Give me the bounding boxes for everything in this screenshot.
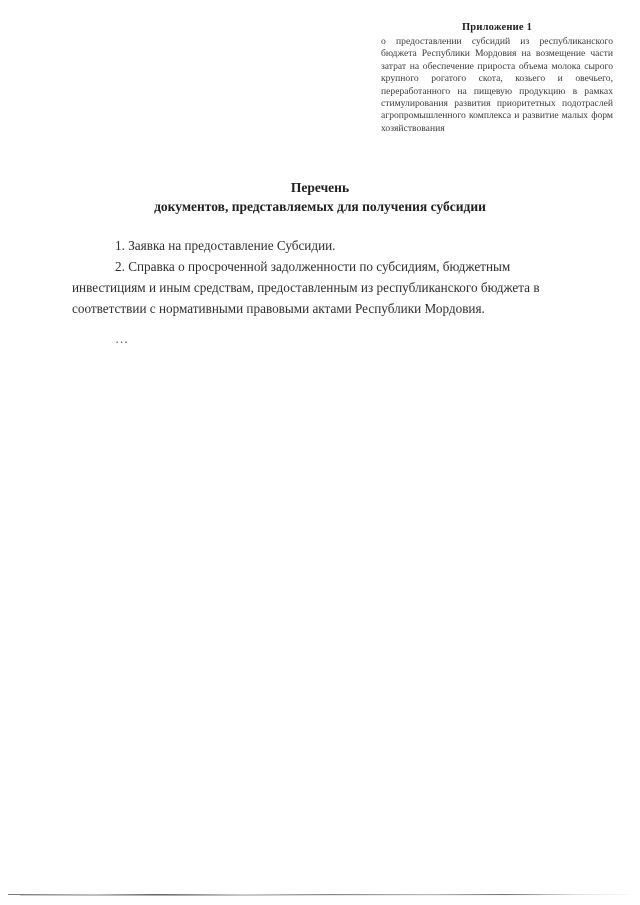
appendix-description: о предоставлении субсидий из республиканского бюджета Республики Мордовия на возмещение части затрат на обеспечение прироста объема молока сырого крупного рогатого скота, козьего и овечьего, переработанного на пищевую продукцию в рамках стимулирования развития приоритетных подотраслей агропромышленного комплекса и развитие малых форм хозяйствования	[381, 36, 613, 134]
list-item: 1. Заявка на предоставление Субсидии.	[115, 238, 336, 253]
page-title	[40, 178, 600, 216]
continuation-marker: …	[115, 331, 131, 346]
list-item: 2. Справка о просроченной задолженности по субсидиям, бюджетным инвестициям и иным средствам, предоставленным из республиканского бюджета в соответствии с нормативными правовыми актами Республики Мордовия.	[72, 259, 540, 316]
page-title-line1: Перечень	[290, 180, 350, 195]
scan-edge-artifact-secondary	[20, 895, 540, 896]
appendix-label: Приложение 1	[461, 22, 533, 33]
document-body	[72, 235, 572, 349]
page-title-line2: документов, представляемых для получения субсидии	[154, 199, 486, 214]
appendix-header-block	[381, 22, 613, 135]
